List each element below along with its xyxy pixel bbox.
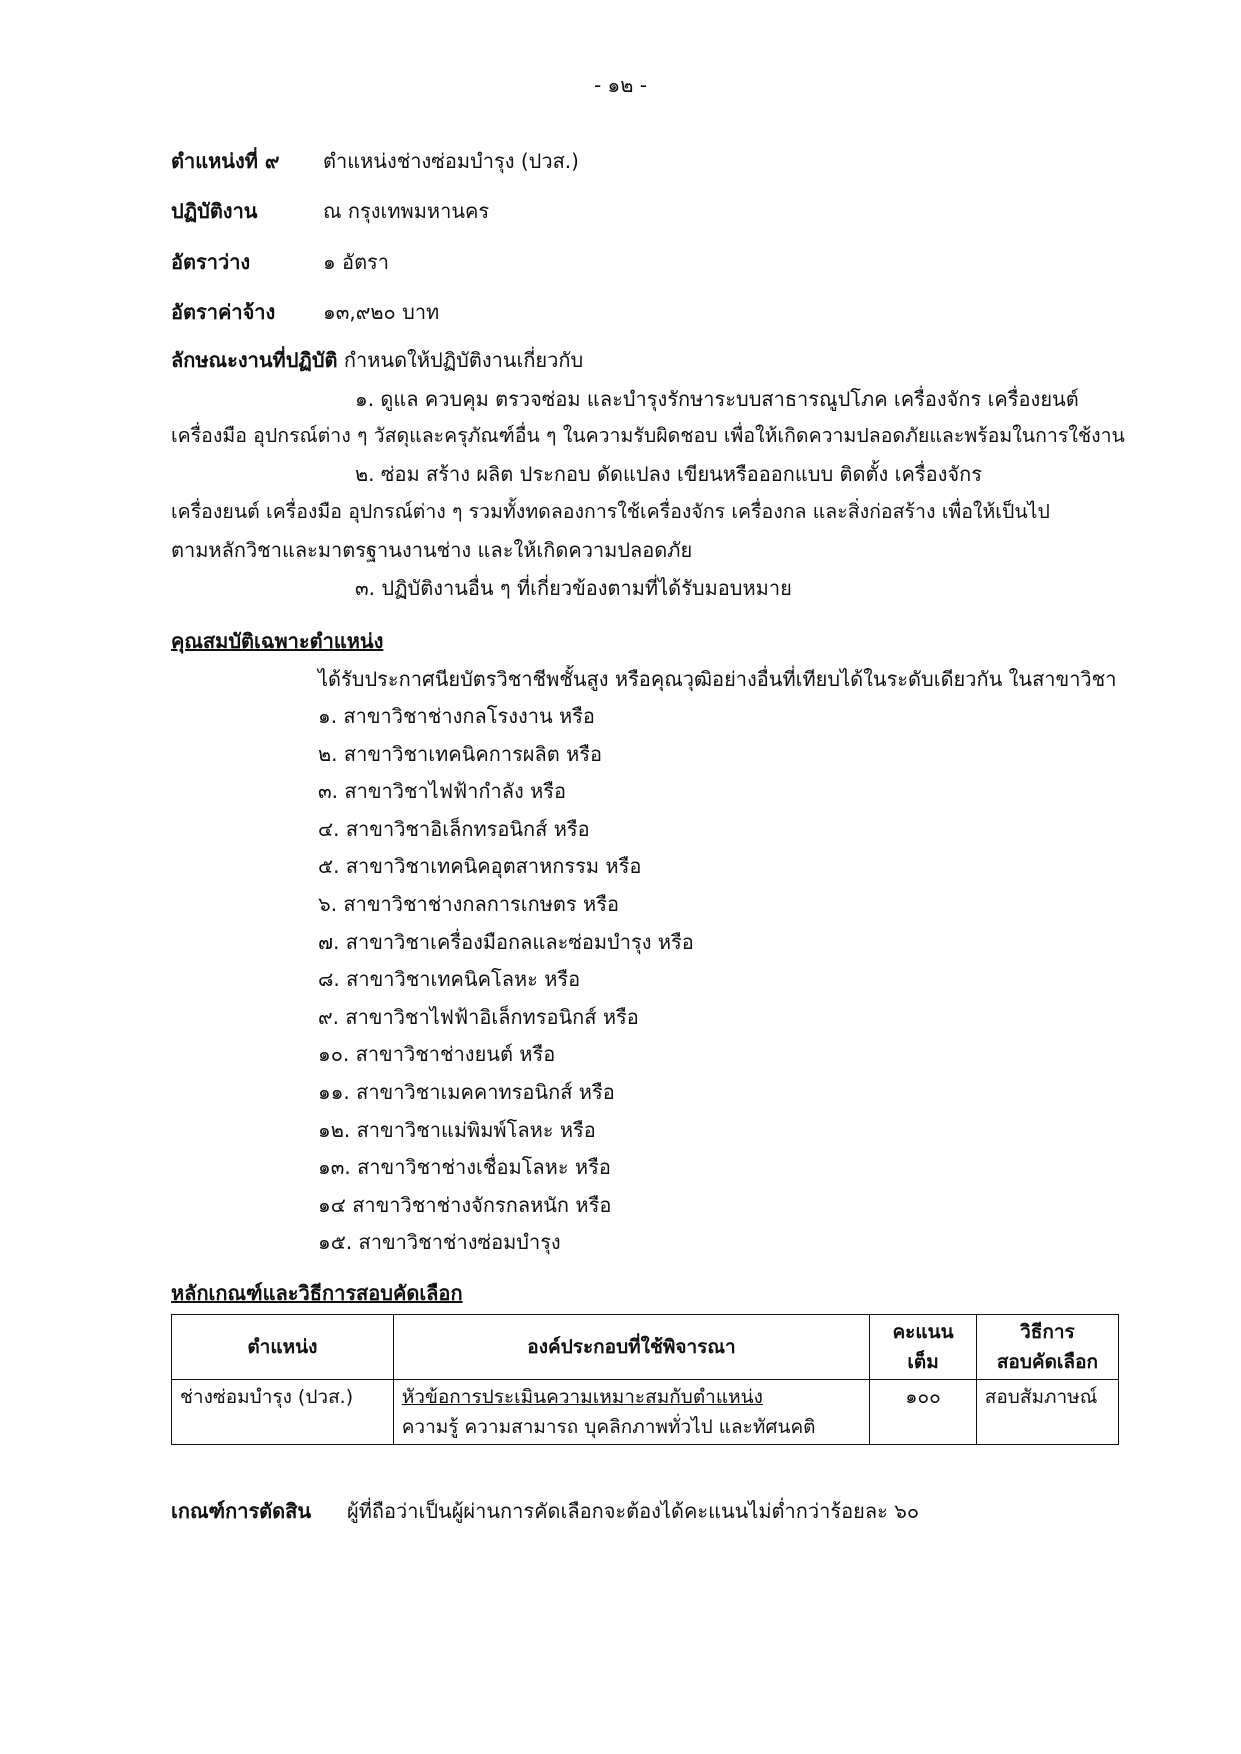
cell-components xyxy=(393,1380,870,1445)
job-heading xyxy=(171,347,583,373)
job-intro: กำหนดให้ปฏิบัติงานเกี่ยวกับ xyxy=(343,348,584,372)
qualification-item: ๕. สาขาวิชาเทคนิคอุตสาหกรรม หรือ xyxy=(318,854,642,878)
job-label: ลักษณะงานที่ปฏิบัติ xyxy=(171,348,338,372)
job-line: ตามหลักวิชาและมาตรฐานงานช่าง และให้เกิดความปลอดภัย xyxy=(171,538,693,562)
qualification-item: ๒. สาขาวิชาเทคนิคการผลิต หรือ xyxy=(318,742,603,766)
criteria-heading: หลักเกณฑ์และวิธีการสอบคัดเลือก xyxy=(171,1281,463,1305)
qualification-item: ๖. สาขาวิชาช่างกลการเกษตร หรือ xyxy=(318,892,619,916)
cell-position: ช่างซ่อมบำรุง (ปวส.) xyxy=(172,1380,394,1445)
column-header-score xyxy=(870,1315,977,1380)
cell-method: สอบสัมภาษณ์ xyxy=(976,1380,1118,1445)
qualification-item: ๑๒. สาขาวิชาแม่พิมพ์โลหะ หรือ xyxy=(318,1118,596,1142)
qualification-item: ๑๐. สาขาวิชาช่างยนต์ หรือ xyxy=(318,1042,556,1066)
qualification-item: ๔. สาขาวิชาอิเล็กทรอนิกส์ หรือ xyxy=(318,817,590,841)
page-number: - ๑๒ - xyxy=(593,73,648,97)
score-header-line1: คะแนน xyxy=(892,1321,954,1343)
decision-text: ผู้ที่ถือว่าเป็นผู้ผ่านการคัดเลือกจะต้องได้คะแนนไม่ต่ำกว่าร้อยละ ๖๐ xyxy=(347,1499,920,1523)
qualification-item: ๓. สาขาวิชาไฟฟ้ากำลัง หรือ xyxy=(318,779,567,803)
decision-label: เกณฑ์การตัดสิน xyxy=(171,1499,312,1523)
cell-score: ๑๐๐ xyxy=(870,1380,977,1445)
criteria-table xyxy=(171,1314,1119,1445)
job-line: ๓. ปฏิบัติงานอื่น ๆ ที่เกี่ยวข้องตามที่ได้รับมอบหมาย xyxy=(355,576,792,600)
wage-label: อัตราค่าจ้าง xyxy=(171,300,276,324)
qualification-item: ๗. สาขาวิชาเครื่องมือกลและซ่อมบำรุง หรือ xyxy=(318,930,694,954)
vacancy-label: อัตราว่าง xyxy=(171,250,251,274)
component-title: หัวข้อการประเมินความเหมาะสมกับตำแหน่ง xyxy=(401,1386,763,1408)
component-detail: ความรู้ ความสามารถ บุคลิกภาพทั่วไป และทัศนคติ xyxy=(401,1416,816,1438)
job-line: ๑. ดูแล ควบคุม ตรวจซ่อม และบำรุงรักษาระบบสาธารณูปโภค เครื่องจักร เครื่องยนต์ xyxy=(355,387,1079,411)
table-header-row xyxy=(172,1315,1119,1380)
method-header-line1: วิธีการ xyxy=(1020,1321,1075,1343)
qualification-item: ๑. สาขาวิชาช่างกลโรงงาน หรือ xyxy=(318,704,595,728)
table-row xyxy=(172,1380,1119,1445)
qualification-item: ๑๑. สาขาวิชาเมคคาทรอนิกส์ หรือ xyxy=(318,1080,615,1104)
workplace-label: ปฏิบัติงาน xyxy=(171,199,258,223)
position-value: ตำแหน่งช่างซ่อมบำรุง (ปวส.) xyxy=(323,149,579,173)
qualification-intro: ได้รับประกาศนียบัตรวิชาชีพชั้นสูง หรือคุณวุฒิอย่างอื่นที่เทียบได้ในระดับเดียวกัน ในสาขาวิชา xyxy=(318,667,1117,691)
qualification-heading: คุณสมบัติเฉพาะตำแหน่ง xyxy=(171,629,384,653)
qualification-item: ๘. สาขาวิชาเทคนิคโลหะ หรือ xyxy=(318,967,581,991)
method-header-line2: สอบคัดเลือก xyxy=(996,1351,1098,1373)
workplace-value: ณ กรุงเทพมหานคร xyxy=(323,199,490,223)
job-line: ๒. ซ่อม สร้าง ผลิต ประกอบ ดัดแปลง เขียนหรือออกแบบ ติดตั้ง เครื่องจักร xyxy=(355,462,982,486)
qualification-item: ๙. สาขาวิชาไฟฟ้าอิเล็กทรอนิกส์ หรือ xyxy=(318,1005,639,1029)
score-header-line2: เต็ม xyxy=(907,1351,939,1373)
job-line: เครื่องมือ อุปกรณ์ต่าง ๆ วัสดุและครุภัณฑ์อื่น ๆ ในความรับผิดชอบ เพื่อให้เกิดความปลอดภัยและพร้อมในการใช้งาน xyxy=(171,424,1125,447)
qualification-item: ๑๕. สาขาวิชาช่างซ่อมบำรุง xyxy=(318,1230,561,1254)
column-header-position: ตำแหน่ง xyxy=(172,1315,394,1380)
qualification-item: ๑๔ สาขาวิชาช่างจักรกลหนัก หรือ xyxy=(318,1193,612,1217)
position-label: ตำแหน่งที่ ๙ xyxy=(171,149,280,173)
column-header-components: องค์ประกอบที่ใช้พิจารณา xyxy=(393,1315,870,1380)
column-header-method xyxy=(976,1315,1118,1380)
qualification-item: ๑๓. สาขาวิชาช่างเชื่อมโลหะ หรือ xyxy=(318,1155,611,1179)
vacancy-value: ๑ อัตรา xyxy=(323,250,390,274)
job-line: เครื่องยนต์ เครื่องมือ อุปกรณ์ต่าง ๆ รวมทั้งทดลองการใช้เครื่องจักร เครื่องกล และสิ่งก่อสร้าง เพื่อให้เป็นไป xyxy=(171,500,1050,523)
wage-value: ๑๓,๙๒๐ บาท xyxy=(323,300,440,324)
